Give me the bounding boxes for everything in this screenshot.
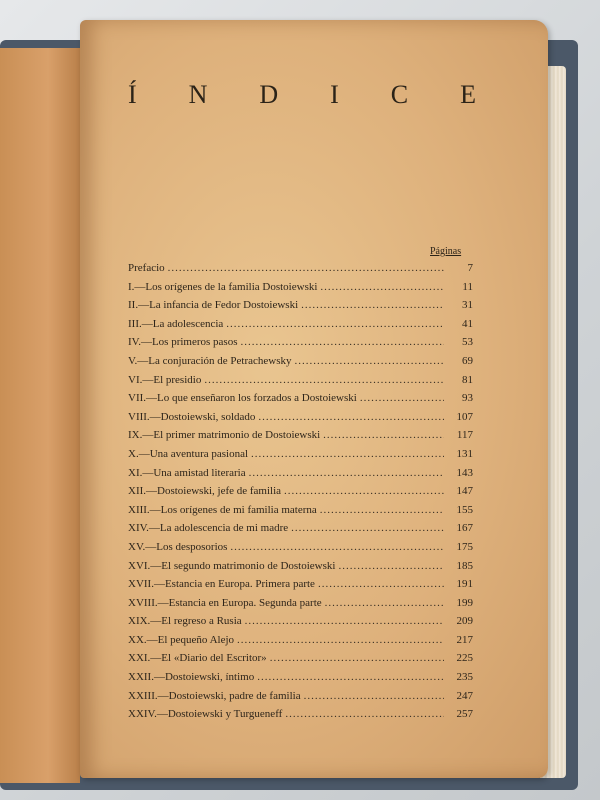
toc-entry <box>128 708 473 727</box>
toc-leader <box>204 374 444 386</box>
toc-entry-page: 225 <box>456 652 473 665</box>
left-page <box>0 48 80 783</box>
toc-entry-page: 7 <box>467 262 473 274</box>
toc-entry-page: 41 <box>462 317 473 330</box>
toc-entry-text: I.—Los orígenes de la familia Dostoiewski <box>128 280 318 293</box>
toc-entry-text: X.—Una aventura pasional <box>128 447 249 460</box>
toc-entry <box>128 634 473 653</box>
toc-leader <box>226 318 444 330</box>
toc-entry <box>128 318 473 337</box>
toc-entry <box>128 355 473 374</box>
index-title <box>128 80 478 110</box>
toc-entry <box>128 615 473 634</box>
toc-entry-text: XIX.—El regreso a Rusia <box>128 615 242 628</box>
toc-entry-text: XIV.—La adolescencia de mi madre <box>128 522 289 535</box>
toc-leader <box>230 541 444 553</box>
toc-entry <box>128 560 473 579</box>
toc-entry-page: 199 <box>456 596 473 609</box>
paginas-label: Páginas <box>430 246 462 257</box>
toc-entry <box>128 448 473 467</box>
toc-leader <box>257 671 444 683</box>
toc-entry-text: V.—La conjuración de Petrachewsky <box>128 354 292 367</box>
toc-entry <box>128 336 473 355</box>
toc-leader <box>360 392 444 404</box>
toc-entry-page: 143 <box>456 466 473 479</box>
toc-entry <box>128 522 473 541</box>
toc-entry-page: 217 <box>456 633 473 646</box>
toc-entry <box>128 299 473 318</box>
toc-entry <box>128 504 473 523</box>
toc-leader <box>240 336 444 348</box>
toc-entry-page: 11 <box>462 280 473 293</box>
toc-entry <box>128 597 473 616</box>
toc-leader <box>323 429 444 441</box>
toc-entry-text: XXI.—El «Diario del Escritor» <box>128 652 267 665</box>
toc-entry-text: XV.—Los desposorios <box>128 540 228 553</box>
index-title-letter: N <box>188 80 210 109</box>
toc-entry-page: 69 <box>462 354 473 367</box>
toc-entry-text: IX.—El primer matrimonio de Dostoiewski <box>128 429 321 442</box>
toc-leader <box>318 578 444 590</box>
toc-leader <box>301 299 444 311</box>
toc-list <box>128 262 473 727</box>
toc-entry-text: IV.—Los primeros pasos <box>128 336 238 349</box>
toc-entry-page: 185 <box>456 559 473 572</box>
index-title-letter: E <box>460 80 478 109</box>
toc-entry <box>128 690 473 709</box>
toc-entry-text: XX.—El pequeño Alejo <box>128 633 235 646</box>
toc-entry <box>128 652 473 671</box>
toc-entry-page: 209 <box>456 615 473 628</box>
toc-entry <box>128 262 473 281</box>
index-title-letter: D <box>259 80 281 109</box>
toc-entry-text: VIII.—Dostoiewski, soldado <box>128 410 256 423</box>
toc-leader <box>295 355 444 367</box>
toc-entry-page: 191 <box>456 578 473 591</box>
toc-leader <box>338 560 444 572</box>
toc-leader <box>258 411 444 423</box>
toc-leader <box>304 690 444 702</box>
toc-entry-page: 257 <box>456 708 473 721</box>
toc-entry-text: XI.—Una amistad literaria <box>128 466 246 479</box>
toc-entry <box>128 541 473 560</box>
toc-leader <box>291 522 444 534</box>
toc-entry-text: XVIII.—Estancia en Europa. Segunda parte <box>128 596 322 609</box>
toc-entry-page: 155 <box>456 503 473 516</box>
toc-entry-text: XVI.—El segundo matrimonio de Dostoiewski <box>128 559 336 572</box>
toc-entry-page: 81 <box>462 373 473 386</box>
toc-leader <box>237 634 444 646</box>
toc-leader <box>320 281 444 293</box>
toc-leader <box>284 485 444 497</box>
toc-entry-page: 167 <box>456 522 473 535</box>
toc-entry-text: XIII.—Los orígenes de mi familia materna <box>128 503 317 516</box>
toc-leader <box>251 448 444 460</box>
toc-leader <box>285 708 444 720</box>
toc-entry-text: XII.—Dostoiewski, jefe de familia <box>128 485 282 498</box>
toc-leader <box>249 467 444 479</box>
toc-entry <box>128 467 473 486</box>
toc-entry-page: 175 <box>456 540 473 553</box>
index-title-letter: C <box>390 80 411 109</box>
index-title-letter: I <box>330 80 341 109</box>
toc-leader <box>320 504 444 516</box>
toc-entry-text: III.—La adolescencia <box>128 317 224 330</box>
toc-leader <box>270 652 444 664</box>
toc-entry <box>128 374 473 393</box>
toc-leader <box>245 615 444 627</box>
toc-entry-page: 247 <box>456 689 473 702</box>
index-title-letter: Í <box>128 80 139 109</box>
toc-entry <box>128 392 473 411</box>
toc-entry-text: Prefacio <box>128 262 165 274</box>
toc-entry-page: 235 <box>456 671 473 684</box>
toc-entry-page: 93 <box>462 392 473 405</box>
toc-entry <box>128 671 473 690</box>
toc-entry-text: XXII.—Dostoiewski, íntimo <box>128 671 255 684</box>
toc-entry-text: XXIII.—Dostoiewski, padre de familia <box>128 689 301 702</box>
toc-entry-text: II.—La infancia de Fedor Dostoiewski <box>128 299 299 312</box>
toc-entry-text: VI.—El presidio <box>128 373 202 386</box>
toc-leader <box>168 262 444 274</box>
toc-entry-text: XVII.—Estancia en Europa. Primera parte <box>128 578 315 591</box>
toc-entry-page: 31 <box>462 299 473 312</box>
toc-entry-page: 147 <box>456 485 473 498</box>
toc-entry <box>128 429 473 448</box>
toc-entry-text: VII.—Lo que enseñaron los forzados a Dostoiewski <box>128 392 357 405</box>
toc-entry-page: 53 <box>462 336 473 349</box>
toc-entry <box>128 411 473 430</box>
toc-entry-text: XXIV.—Dostoiewski y Turgueneff <box>128 708 283 721</box>
toc-entry <box>128 485 473 504</box>
toc-entry <box>128 281 473 300</box>
toc-entry <box>128 578 473 597</box>
toc-entry-page: 117 <box>456 429 473 442</box>
toc-leader <box>325 597 444 609</box>
toc-entry-page: 107 <box>456 410 473 423</box>
toc-entry-page: 131 <box>456 447 473 460</box>
